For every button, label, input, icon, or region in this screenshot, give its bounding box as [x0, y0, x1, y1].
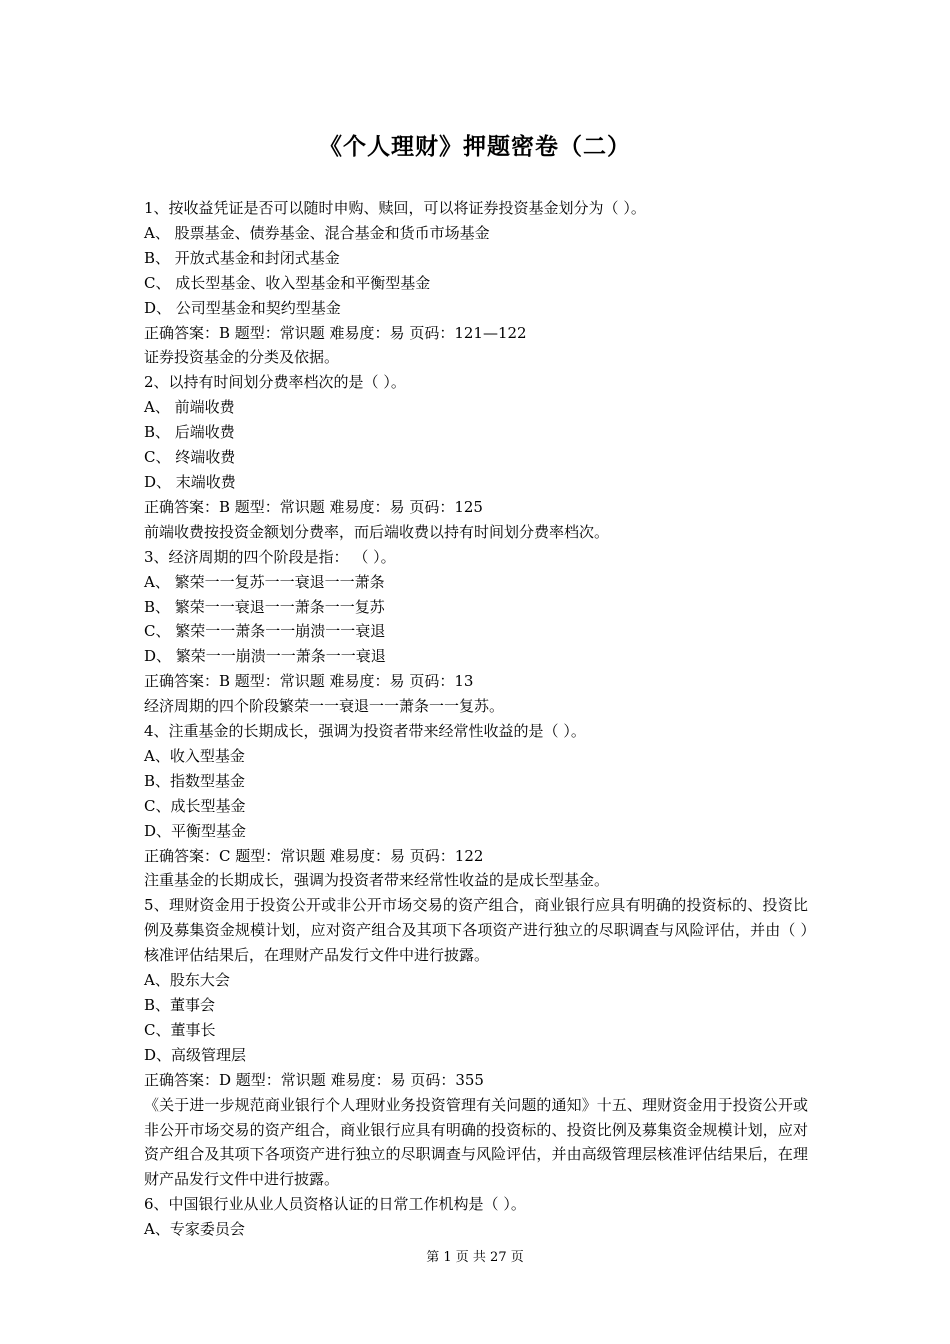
option-line: C、 成长型基金、收入型基金和平衡型基金 — [144, 273, 431, 292]
question-5: 5、理财资金用于投资公开或非公开市场交易的资产组合，商业银行应具有明确的投资标的、投资比例及募集资金规模计划，应对资产组合及其项下各项资产进行独立的尽职调查与风险评估，并由（ ）核准评估结果后，在理财产品发行文件中进行披露。 — [144, 896, 808, 965]
explanation-line: 注重基金的长期成长，强调为投资者带来经常性收益的是成长型基金。 — [144, 871, 610, 890]
option-line: A、股东大会 — [144, 971, 230, 990]
question-6: 6、中国银行业从业人员资格认证的日常工作机构是（ ）。 — [144, 1195, 526, 1214]
option-line: A、收入型基金 — [144, 746, 245, 765]
explanation-line: 前端收费按投资金额划分费率，而后端收费以持有时间划分费率档次。 — [144, 522, 610, 541]
option-line: B、 繁荣一一衰退一一萧条一一复苏 — [144, 597, 385, 616]
answer-line: 正确答案：B 题型：常识题 难易度：易 页码：121—122 — [144, 323, 527, 342]
option-line: A、 繁荣一一复苏一一衰退一一萧条 — [144, 572, 385, 591]
option-line: B、 后端收费 — [144, 423, 235, 442]
option-line: D、 繁荣一一崩溃一一萧条一一衰退 — [144, 647, 386, 666]
option-line: D、高级管理层 — [144, 1045, 247, 1064]
answer-line: 正确答案：B 题型：常识题 难易度：易 页码：13 — [144, 672, 474, 691]
option-line: A、 前端收费 — [144, 398, 235, 417]
question-3: 3、经济周期的四个阶段是指： （ ）。 — [144, 547, 396, 566]
explanation-line: 证券投资基金的分类及依据。 — [144, 348, 340, 367]
option-line: C、董事长 — [144, 1020, 216, 1039]
question-4: 4、注重基金的长期成长，强调为投资者带来经常性收益的是（ ）。 — [144, 722, 586, 741]
answer-line: 正确答案：D 题型：常识题 难易度：易 页码：355 — [144, 1070, 484, 1089]
answer-line: 正确答案：C 题型：常识题 难易度：易 页码：122 — [144, 846, 484, 865]
answer-line: 正确答案：B 题型：常识题 难易度：易 页码：125 — [144, 497, 483, 516]
document-body — [144, 196, 808, 1242]
option-line: D、 末端收费 — [144, 472, 236, 491]
option-line: D、 公司型基金和契约型基金 — [144, 298, 341, 317]
page-footer: 第 1 页 共 27 页 — [426, 1250, 524, 1265]
question-1: 1、按收益凭证是否可以随时申购、赎回，可以将证券投资基金划分为（ ）。 — [144, 199, 646, 217]
option-line: C、 繁荣一一萧条一一崩溃一一衰退 — [144, 622, 386, 641]
option-line: C、 终端收费 — [144, 448, 236, 467]
document-title: 《个人理财》押题密卷（二） — [319, 133, 631, 160]
option-line: A、专家委员会 — [144, 1220, 245, 1239]
explanation-line: 《关于进一步规范商业银行个人理财业务投资管理有关问题的通知》十五、理财资金用于投资公开或非公开市场交易的资产组合，商业银行应具有明确的投资标的、投资比例及募集资金规模计划，应对资产组合及其项下各项资产进行独立的尽职调查与风险评估，并由高级管理层核准评估结果后，在理财产品发行文件中进行披露。 — [144, 1095, 808, 1189]
option-line: B、 开放式基金和封闭式基金 — [144, 248, 340, 267]
option-line: B、指数型基金 — [144, 771, 246, 790]
explanation-line: 经济周期的四个阶段繁荣一一衰退一一萧条一一复苏。 — [144, 697, 505, 716]
option-line: B、董事会 — [144, 996, 216, 1014]
option-line: C、成长型基金 — [144, 796, 246, 815]
option-line: A、 股票基金、债券基金、混合基金和货币市场基金 — [144, 223, 490, 242]
option-line: D、平衡型基金 — [144, 821, 247, 840]
question-2: 2、以持有时间划分费率档次的是（ ）。 — [144, 373, 406, 392]
